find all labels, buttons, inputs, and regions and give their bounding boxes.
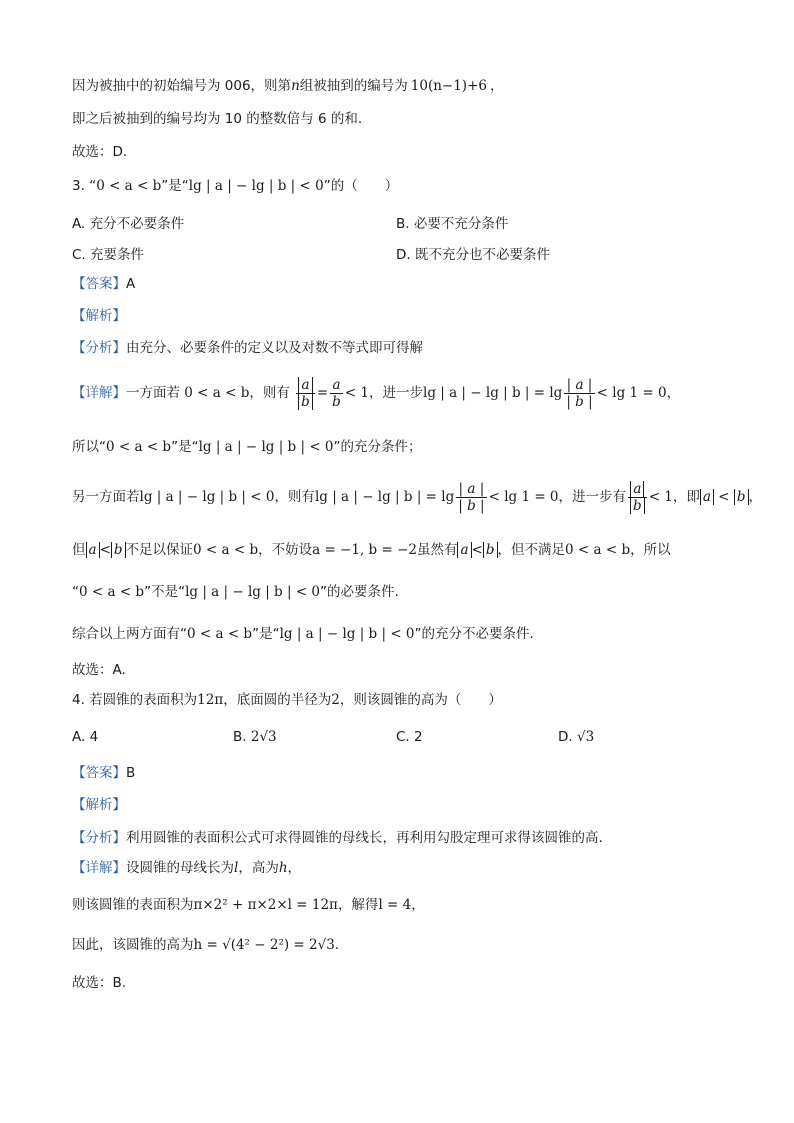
fraction: $\frac{| a |}{| b |}$ bbox=[566, 376, 593, 410]
detail-line: 则该圆锥的表面积为π×2² + π×2×l = 12π，解得l = 4， bbox=[72, 897, 425, 913]
question-4-stem: 4. 若圆锥的表面积为12π，底面圆的半径为2，则该圆锥的高为（ ） bbox=[72, 692, 502, 708]
question-3-stem: 3. “0 < a < b”是“lg | a | − lg | b | < 0”的（ ） bbox=[72, 178, 399, 194]
option-c: C. 充要条件 bbox=[72, 247, 145, 263]
detail-line: 综合以上两方面有“0 < a < b”是“lg | a | − lg | b | < 0”的充分不必要条件. bbox=[72, 626, 534, 642]
option-a: A. 4 bbox=[72, 729, 99, 745]
answer-line: 【答案】B bbox=[72, 765, 136, 781]
option-d: D. 既不充分也不必要条件 bbox=[396, 247, 550, 263]
option-d: D. √3 bbox=[558, 729, 595, 745]
option-b: B. 必要不充分条件 bbox=[396, 216, 509, 232]
option-b: B. 2√3 bbox=[233, 729, 277, 745]
answer-line: 【答案】A bbox=[72, 276, 136, 292]
fraction: $\frac{a}{b}$ bbox=[628, 481, 647, 514]
text-line: 即之后被抽到的编号均为 10 的整数倍与 6 的和. bbox=[72, 111, 363, 127]
analysis-tag-line: 【解析】 bbox=[72, 797, 126, 813]
detail-line: 另一方面若lg | a | − lg | b | < 0，则有lg | a | − lg | b | = lg $\frac{| a |}{| b |}$ < lg 1 = 0，进一步有 $\frac{a}{b}$ < 1，即 a < b ， bbox=[72, 480, 763, 514]
math-expression: 10(n−1)+6 bbox=[410, 78, 487, 94]
final-answer: 故选：B. bbox=[72, 975, 127, 991]
answer-tag: 【答案】 bbox=[72, 765, 126, 781]
fraction: $\frac{a}{b}$ bbox=[296, 377, 315, 410]
option-d-value: √3 bbox=[576, 729, 595, 745]
detail-line: “0 < a < b”不是“lg | a | − lg | b | < 0”的必要条件. bbox=[72, 584, 399, 600]
option-b-value: 2√3 bbox=[250, 729, 277, 745]
final-answer: 故选：A. bbox=[72, 662, 126, 678]
fraction: $\frac{| a |}{| b |}$ bbox=[458, 480, 485, 514]
fraction: $\frac{a}{b}$ bbox=[332, 376, 341, 410]
detail-line: 【详解】设圆锥的母线长为l，高为h， bbox=[72, 860, 302, 876]
fenxi-line: 【分析】由充分、必要条件的定义以及对数不等式即可得解 bbox=[72, 340, 423, 356]
detail-line: 但 a < b 不足以保证0 < a < b，不妨设a = −1, b = −2虽然有 a < b ，但不满足0 < a < b，所以 bbox=[72, 542, 671, 558]
detail-line: 因此，该圆锥的高为h = √(4² − 2²) = 2√3. bbox=[72, 937, 340, 953]
text-line: 故选：D. bbox=[72, 144, 128, 160]
analysis-tag-line: 【解析】 bbox=[72, 308, 126, 324]
fenxi-line: 【分析】利用圆锥的表面积公式可求得圆锥的母线长，再利用勾股定理可求得该圆锥的高. bbox=[72, 830, 603, 846]
option-a: A. 充分不必要条件 bbox=[72, 216, 185, 232]
text-line: 因为被抽中的初始编号为 006，则第n组被抽到的编号为 10(n−1)+6 ， bbox=[72, 78, 504, 94]
answer-tag: 【答案】 bbox=[72, 276, 126, 292]
detail-line: 所以“0 < a < b”是“lg | a | − lg | b | < 0”的充分条件； bbox=[72, 439, 422, 455]
option-c: C. 2 bbox=[396, 729, 423, 745]
detail-line: 【详解】一方面若 0 < a < b，则有 $\frac{a}{b}$ = $\frac{a}{b}$ < 1，进一步lg | a | − lg | b | = lg $\frac{| a |}{| b |}$ < lg 1 = 0， bbox=[72, 376, 681, 410]
